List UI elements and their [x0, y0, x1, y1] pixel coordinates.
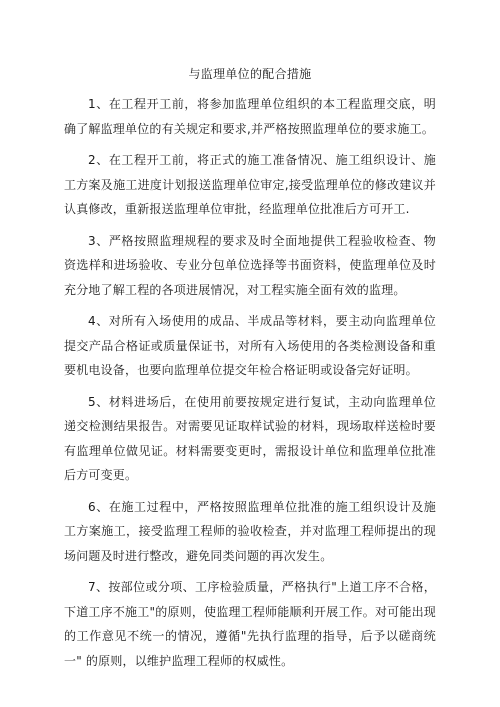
paragraph-2: 2、在工程开工前，将正式的施工准备情况、施工组织设计、施工方案及施工进度计划报送监理单位审定,接受监理单位的修改建议并认真修改，重新报送监理单位审批，经监理单位批准后方可开工. [64, 153, 436, 216]
paragraph-5: 5、材料进场后，在使用前要按规定进行复试，主动向监理单位递交检测结果报告。对需要见证取样试验的材料，现场取样送检时要有监理单位做见证。材料需要变更时，需报设计单位和监理单位批准后方可变更。 [64, 394, 436, 482]
paragraph-7: 7、按部位或分项、工序检验质量，严格执行"上道工序不合格，下道工序不施工"的原则，使监理工程师能顺利开展工作。对可能出现的工作意见不统一的情况，遵循"先执行监理的指导，后予以磋商统一" 的原则，以维护监理工程师的权威性。 [64, 580, 436, 668]
paragraph-6: 6、在施工过程中，严格按照监理单位批准的施工组织设计及施工方案施工，接受监理工程师的验收检查，并对监理工程师提出的现场问题及时进行整改，避免同类问题的再次发生。 [64, 499, 436, 563]
document-title: 与监理单位的配合措施 [188, 67, 312, 81]
document-body [64, 92, 436, 680]
paragraph-3: 3、严格按照监理规程的要求及时全面地提供工程验收检查、物资选样和进场验收、专业分包单位选择等书面资料，使监理单位及时充分地了解工程的各项进展情况，对工程实施全面有效的监理。 [64, 233, 436, 297]
paragraph-4: 4、对所有入场使用的成品、半成品等材料，要主动向监理单位提交产品合格证或质量保证书，对所有入场使用的各类检测设备和重要机电设备，也要向监理单位提交年检合格证明或设备完好证明。 [64, 314, 436, 377]
paragraph-1: 1、在工程开工前，将参加监理单位组织的本工程监理交底，明确了解监理单位的有关规定和要求,并严格按照监理单位的要求施工。 [64, 97, 436, 136]
